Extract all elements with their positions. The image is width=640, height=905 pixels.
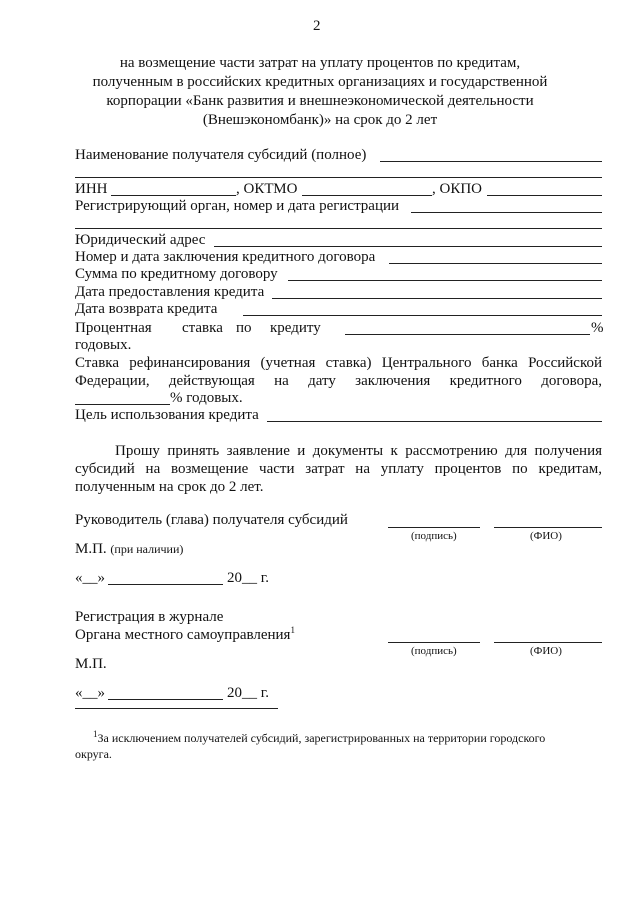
credit-issue-date-line[interactable] — [272, 298, 602, 299]
registration-line-2 — [75, 627, 295, 644]
interest-rate-line[interactable] — [345, 334, 590, 335]
oktmo-label: , ОКТМО — [236, 181, 298, 197]
registration-signature-caption: (подпись) — [411, 645, 457, 657]
request-line-2: субсидий на возмещение части затрат на уплату процентов по кредитам, — [75, 461, 602, 477]
okpo-line[interactable] — [487, 195, 602, 196]
date-year-2: 20__ г. — [227, 685, 269, 701]
legal-address-line[interactable] — [214, 246, 602, 247]
inn-label: ИНН — [75, 181, 108, 197]
footnote-mark: 1 — [93, 729, 98, 739]
footnote-separator — [75, 708, 278, 709]
rate-word-3: по — [236, 320, 252, 336]
date-year-1: 20__ г. — [227, 570, 269, 586]
credit-return-date-line[interactable] — [243, 315, 602, 316]
head-signature-caption: (подпись) — [411, 530, 457, 542]
header-line-4: (Внешэкономбанк)» на срок до 2 лет — [202, 112, 438, 128]
footnote-text: За исключением получателей субсидий, зарегистрированных на территории городского — [97, 731, 546, 745]
registration-line-1: Регистрация в журнале — [75, 609, 224, 625]
page-number: 2 — [313, 18, 321, 34]
okpo-label: , ОКПО — [432, 181, 483, 197]
date-line-1[interactable] — [108, 584, 223, 585]
rate-word-1: Процентная — [75, 320, 152, 336]
rate-word-4: кредиту — [270, 320, 321, 336]
inn-line[interactable] — [111, 195, 236, 196]
refinancing-line-3: % годовых. — [170, 390, 243, 406]
date-prefix-1: «__» — [75, 570, 105, 586]
request-line-1: Прошу принять заявление и документы к рассмотрению для получения — [115, 443, 602, 459]
mp-label-2: М.П. — [75, 656, 107, 672]
header-line-2: полученным в российских кредитных организациях и государственной — [92, 74, 548, 90]
mp-label-1 — [75, 541, 183, 558]
refinancing-line-1: Ставка рефинансирования (учетная ставка) Центрального банка Российской — [75, 355, 602, 371]
header-line-3: корпорации «Банк развития и внешнеэкономической деятельности — [106, 93, 534, 109]
head-fio-line[interactable] — [494, 527, 602, 528]
request-line-3: полученным на срок до 2 лет. — [75, 479, 264, 495]
date-line-2[interactable] — [108, 699, 223, 700]
footnote — [75, 730, 605, 762]
credit-purpose-line[interactable] — [267, 421, 602, 422]
recipient-name-line-2[interactable] — [75, 177, 602, 178]
refinancing-line-2: Федерации, действующая на дату заключения кредитного договора, — [75, 373, 602, 389]
contract-number-line[interactable] — [389, 263, 602, 264]
contract-sum-line[interactable] — [288, 280, 602, 281]
rate-word-2: ставка — [182, 320, 223, 336]
date-prefix-2: «__» — [75, 685, 105, 701]
registering-body-line[interactable] — [411, 212, 602, 213]
registering-body-label: Регистрирующий орган, номер и дата регистрации — [75, 198, 400, 214]
contract-sum-label: Сумма по кредитному договору — [75, 266, 278, 282]
percent-sign: % — [591, 320, 604, 336]
registration-fio-caption: (ФИО) — [530, 645, 562, 657]
mp-text: М.П. — [75, 541, 107, 557]
annual-label: годовых. — [75, 337, 132, 353]
oktmo-line[interactable] — [302, 195, 432, 196]
registration-line-2-text: Органа местного самоуправления — [75, 627, 291, 643]
credit-issue-date-label: Дата предоставления кредита — [75, 284, 265, 300]
credit-purpose-label: Цель использования кредита — [75, 407, 259, 423]
credit-return-date-label: Дата возврата кредита — [75, 301, 218, 317]
recipient-name-line[interactable] — [380, 161, 602, 162]
registering-body-line-2[interactable] — [75, 228, 602, 229]
registration-fio-line[interactable] — [494, 642, 602, 643]
header-line-1: на возмещение части затрат на уплату процентов по кредитам, — [119, 55, 521, 71]
recipient-name-label: Наименование получателя субсидий (полное) — [75, 147, 367, 163]
head-signature-label: Руководитель (глава) получателя субсидий — [75, 512, 348, 528]
mp-note: (при наличии) — [110, 542, 184, 556]
head-fio-caption: (ФИО) — [530, 530, 562, 542]
contract-number-label: Номер и дата заключения кредитного договора — [75, 249, 376, 265]
head-signature-line[interactable] — [388, 527, 480, 528]
registration-footnote-mark: 1 — [290, 625, 295, 635]
legal-address-label: Юридический адрес — [75, 232, 206, 248]
registration-signature-line[interactable] — [388, 642, 480, 643]
refinancing-rate-line[interactable] — [75, 404, 170, 405]
footnote-text-2: округа. — [75, 747, 112, 761]
